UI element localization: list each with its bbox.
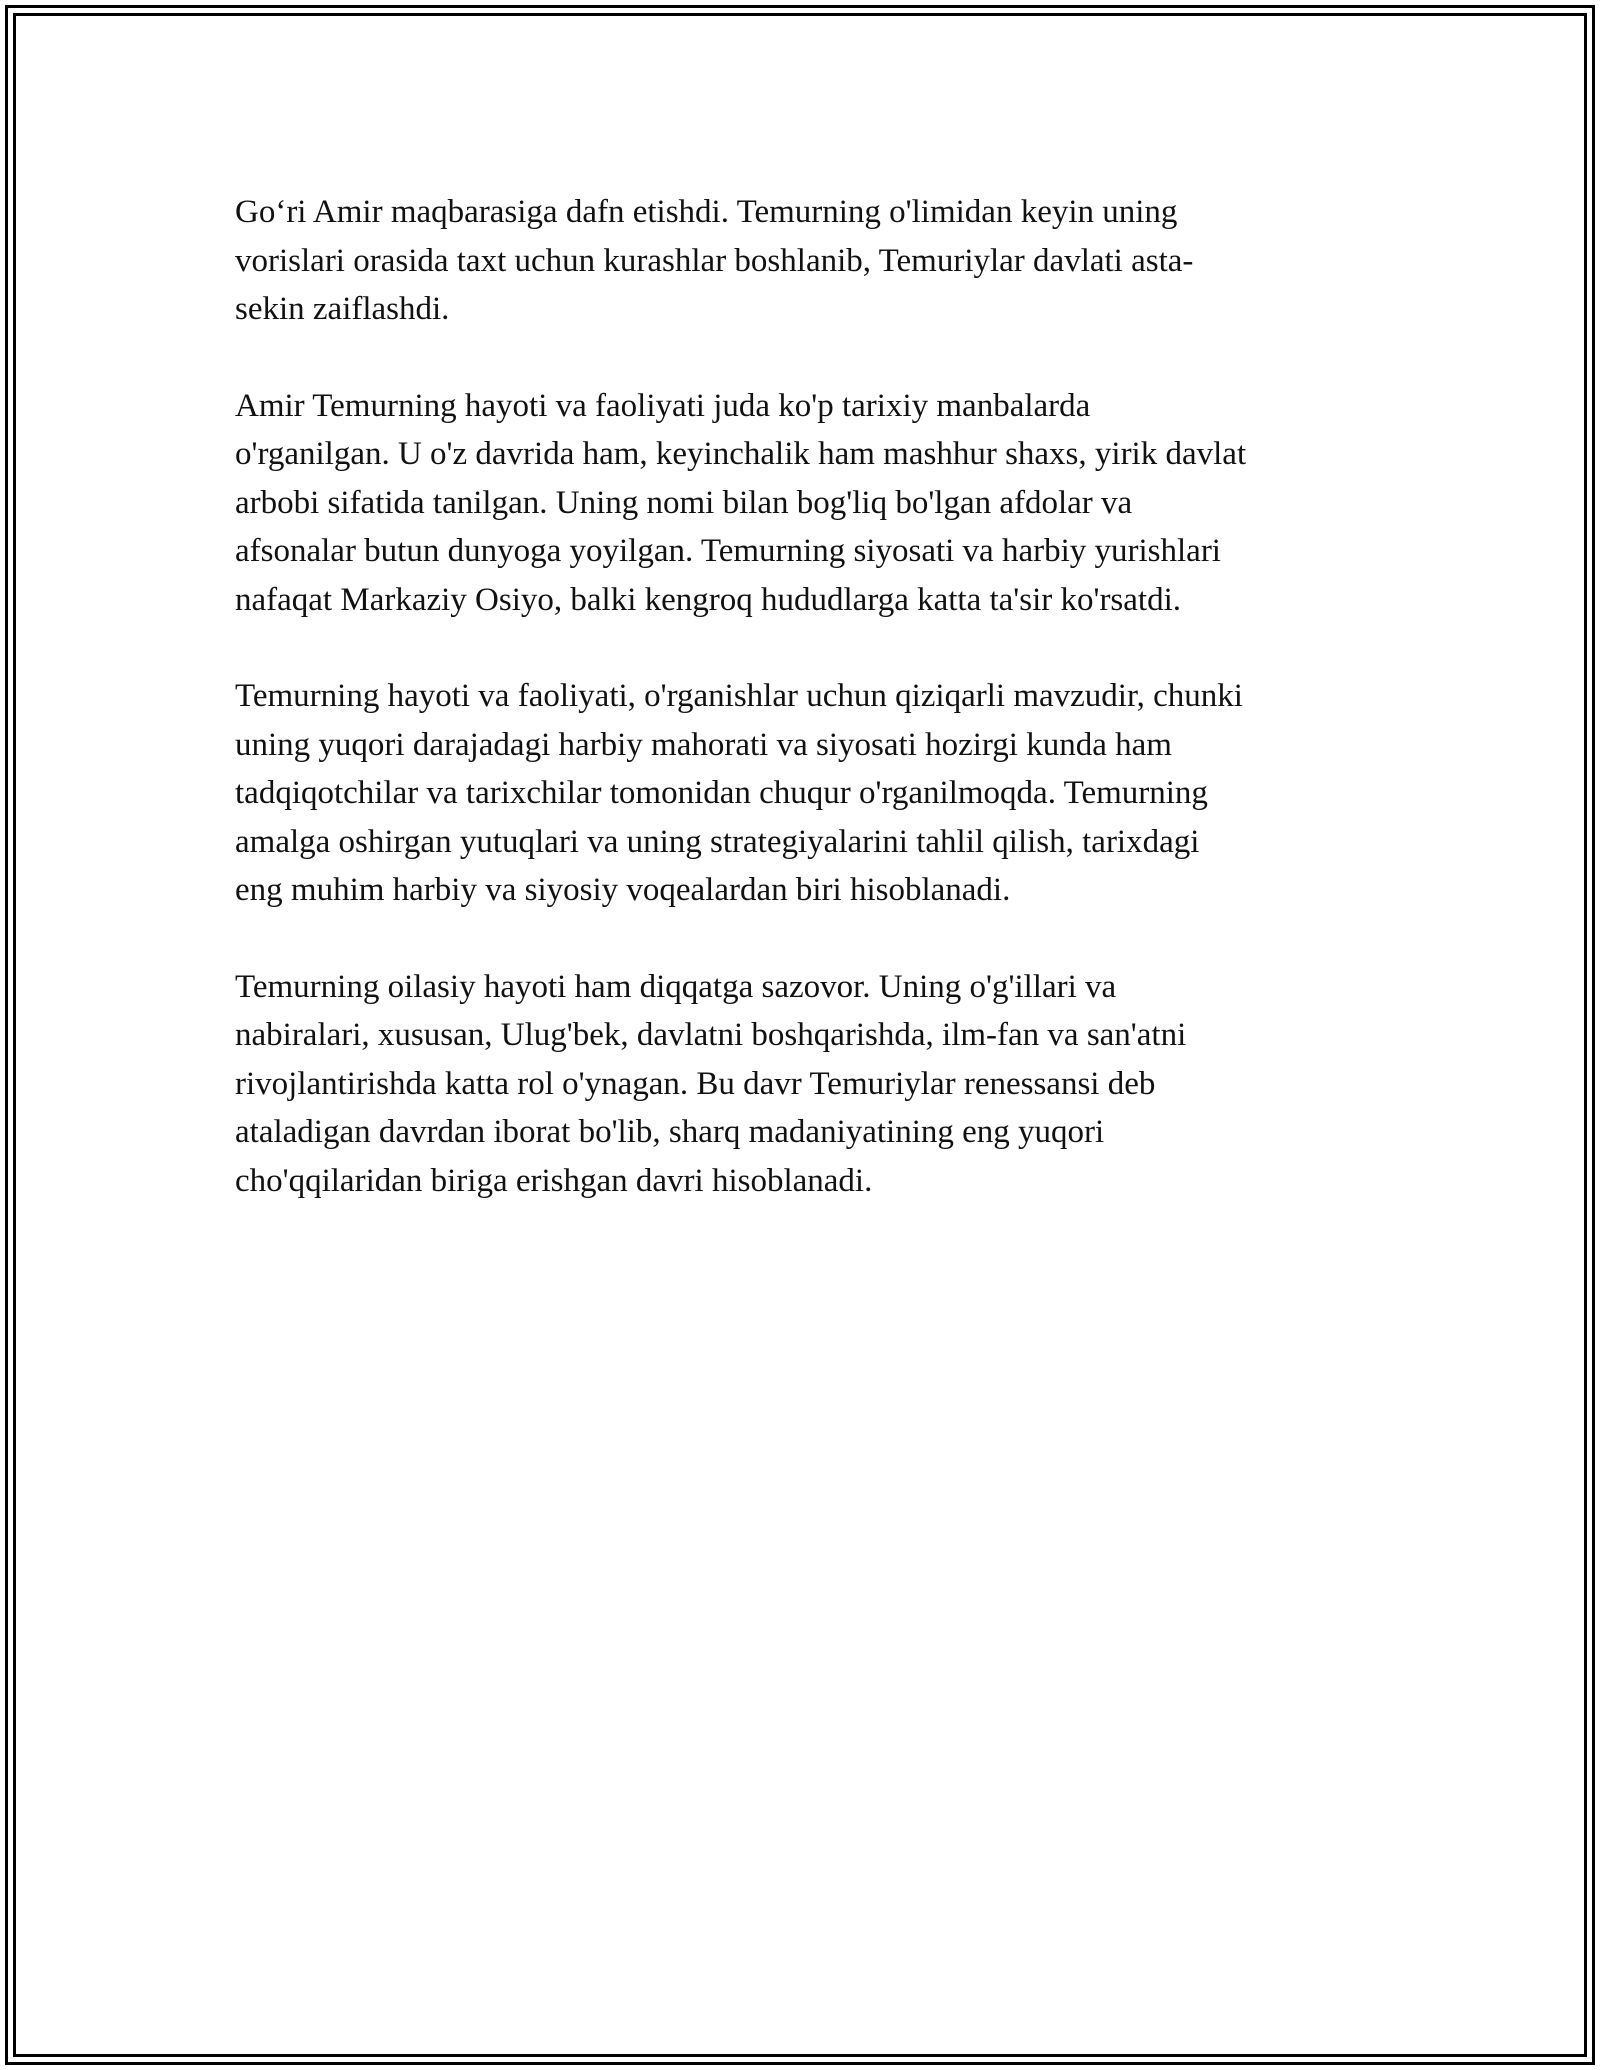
paragraph-2: Amir Temurning hayoti va faoliyati juda ko'p tarixiy manbalarda o'rganilgan. U o'z davrida ham, keyinchalik ham mashhur shaxs, yirik davlat arbobi sifatida tanilgan. Uning nomi bilan bog'liq bo'lgan afdolar va afsonalar butun dunyoga yoyilgan. Temurning siyosati va harbiy yurishlari nafaqat Markaziy Osiyo, balki kengroq hududlarga katta ta'sir ko'rsatdi. [235,387,1247,618]
paragraph-1: Go‘ri Amir maqbarasiga dafn etishdi. Temurning o'limidan keyin uning vorislari orasida taxt uchun kurashlar boshlanib, Temuriylar davlati asta- sekin zaiflashdi. [235,194,1194,327]
paragraph-3: Temurning hayoti va faoliyati, o'rganishlar uchun qiziqarli mavzudir, chunki uning yuqori darajadagi harbiy mahorati va siyosati hozirgi kunda ham tadqiqotchilar va tarixchilar tomonidan chuqur o'rganilmoqda. Temurning amalga oshirgan yutuqlari va uning strategiyalarini tahlil qilish, tarixdagi eng muhim harbiy va siyosiy voqealardan biri hisoblanadi. [235,678,1243,908]
document-body [235,188,1380,1253]
paragraph-4: Temurning oilasiy hayoti ham diqqatga sazovor. Uning o'g'illari va nabiralari, xususan, Ulug'bek, davlatni boshqarishda, ilm-fan va san'atni rivojlantirishda katta rol o'ynagan. Bu davr Temuriylar renessansi deb ataladigan davrdan iborat bo'lib, sharq madaniyatining eng yuqori cho'qqilaridan biriga erishgan davri hisoblanadi. [235,968,1187,1199]
